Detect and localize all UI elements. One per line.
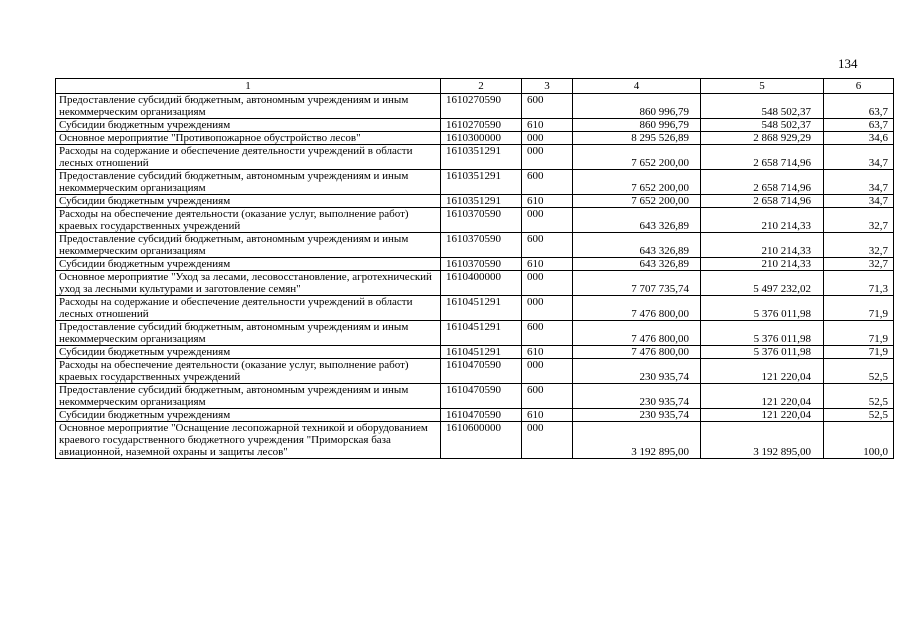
row-plan: 643 326,89: [573, 208, 701, 233]
row-code: 1610300000: [441, 132, 522, 145]
row-name: Субсидии бюджетным учреждениям: [56, 409, 441, 422]
row-plan: 860 996,79: [573, 94, 701, 119]
row-fact: 5 497 232,02: [701, 271, 824, 296]
row-percent: 71,9: [824, 296, 894, 321]
table-row: [56, 384, 894, 409]
row-code: 1610451291: [441, 296, 522, 321]
row-percent: 63,7: [824, 119, 894, 132]
table-row: [56, 258, 894, 271]
row-fact: 548 502,37: [701, 119, 824, 132]
row-fact: 210 214,33: [701, 233, 824, 258]
row-percent: 34,7: [824, 195, 894, 208]
row-fact: 2 658 714,96: [701, 170, 824, 195]
row-type: 610: [522, 346, 573, 359]
row-type: 600: [522, 321, 573, 346]
row-name: Основное мероприятие "Оснащение лесопожарной техникой и оборудованием краевого государственного бюджетного учреждения "Приморская база авиационной, наземной охраны и защиты лесов": [56, 422, 441, 459]
row-type: 600: [522, 170, 573, 195]
row-type: 600: [522, 384, 573, 409]
row-type: 600: [522, 94, 573, 119]
row-plan: 643 326,89: [573, 258, 701, 271]
row-fact: 210 214,33: [701, 208, 824, 233]
row-type: 000: [522, 359, 573, 384]
row-name: Субсидии бюджетным учреждениям: [56, 119, 441, 132]
row-fact: 5 376 011,98: [701, 296, 824, 321]
row-fact: 5 376 011,98: [701, 321, 824, 346]
row-name: Субсидии бюджетным учреждениям: [56, 346, 441, 359]
row-plan: 7 476 800,00: [573, 321, 701, 346]
row-type: 000: [522, 132, 573, 145]
column-header-6: 6: [824, 79, 894, 94]
row-fact: 121 220,04: [701, 409, 824, 422]
row-percent: 52,5: [824, 384, 894, 409]
row-name: Основное мероприятие "Противопожарное обустройство лесов": [56, 132, 441, 145]
row-percent: 100,0: [824, 422, 894, 459]
row-code: 1610351291: [441, 170, 522, 195]
row-percent: 52,5: [824, 409, 894, 422]
row-code: 1610400000: [441, 271, 522, 296]
row-code: 1610351291: [441, 195, 522, 208]
column-header-5: 5: [701, 79, 824, 94]
table-row: [56, 409, 894, 422]
table-row: [56, 422, 894, 459]
row-type: 610: [522, 119, 573, 132]
row-name: Предоставление субсидий бюджетным, автономным учреждениям и иным некоммерческим организациям: [56, 94, 441, 119]
row-name: Предоставление субсидий бюджетным, автономным учреждениям и иным некоммерческим организациям: [56, 170, 441, 195]
row-type: 610: [522, 258, 573, 271]
row-plan: 230 935,74: [573, 409, 701, 422]
table-row: [56, 321, 894, 346]
row-percent: 71,9: [824, 346, 894, 359]
row-fact: 5 376 011,98: [701, 346, 824, 359]
row-plan: 643 326,89: [573, 233, 701, 258]
row-name: Субсидии бюджетным учреждениям: [56, 195, 441, 208]
table-row: [56, 208, 894, 233]
row-type: 000: [522, 208, 573, 233]
column-header-2: 2: [441, 79, 522, 94]
row-percent: 71,3: [824, 271, 894, 296]
row-fact: 2 658 714,96: [701, 195, 824, 208]
row-plan: 7 476 800,00: [573, 346, 701, 359]
table-row: [56, 119, 894, 132]
table-row: [56, 145, 894, 170]
row-fact: 210 214,33: [701, 258, 824, 271]
row-name: Субсидии бюджетным учреждениям: [56, 258, 441, 271]
column-header-4: 4: [573, 79, 701, 94]
row-fact: 2 658 714,96: [701, 145, 824, 170]
table-header-row: [56, 79, 894, 94]
row-fact: 3 192 895,00: [701, 422, 824, 459]
row-percent: 32,7: [824, 258, 894, 271]
row-code: 1610370590: [441, 258, 522, 271]
table-row: [56, 170, 894, 195]
table-row: [56, 271, 894, 296]
table-row: [56, 132, 894, 145]
table-row: [56, 195, 894, 208]
row-name: Предоставление субсидий бюджетным, автономным учреждениям и иным некоммерческим организациям: [56, 384, 441, 409]
row-code: 1610600000: [441, 422, 522, 459]
table-row: [56, 359, 894, 384]
row-type: 000: [522, 296, 573, 321]
row-type: 000: [522, 271, 573, 296]
column-header-1: 1: [56, 79, 441, 94]
row-name: Основное мероприятие "Уход за лесами, лесовосстановление, агротехнический уход за лесными культурами и заготовление семян": [56, 271, 441, 296]
row-plan: 7 652 200,00: [573, 195, 701, 208]
row-plan: 7 652 200,00: [573, 145, 701, 170]
row-plan: 7 476 800,00: [573, 296, 701, 321]
row-code: 1610370590: [441, 208, 522, 233]
row-type: 600: [522, 233, 573, 258]
table-row: [56, 346, 894, 359]
row-plan: 7 652 200,00: [573, 170, 701, 195]
row-code: 1610270590: [441, 119, 522, 132]
row-name: Предоставление субсидий бюджетным, автономным учреждениям и иным некоммерческим организациям: [56, 233, 441, 258]
row-fact: 121 220,04: [701, 359, 824, 384]
row-code: 1610451291: [441, 346, 522, 359]
row-plan: 8 295 526,89: [573, 132, 701, 145]
row-name: Расходы на содержание и обеспечение деятельности учреждений в области лесных отношений: [56, 145, 441, 170]
row-plan: 230 935,74: [573, 359, 701, 384]
row-code: 1610370590: [441, 233, 522, 258]
row-type: 610: [522, 195, 573, 208]
page-number: 134: [838, 56, 858, 71]
row-code: 1610451291: [441, 321, 522, 346]
row-code: 1610351291: [441, 145, 522, 170]
row-plan: 860 996,79: [573, 119, 701, 132]
row-fact: 548 502,37: [701, 94, 824, 119]
row-fact: 2 868 929,29: [701, 132, 824, 145]
row-name: Расходы на обеспечение деятельности (оказание услуг, выполнение работ) краевых государственных учреждений: [56, 359, 441, 384]
row-percent: 34,7: [824, 170, 894, 195]
row-code: 1610470590: [441, 384, 522, 409]
row-type: 610: [522, 409, 573, 422]
row-percent: 71,9: [824, 321, 894, 346]
row-percent: 32,7: [824, 208, 894, 233]
row-name: Расходы на содержание и обеспечение деятельности учреждений в области лесных отношений: [56, 296, 441, 321]
table-row: [56, 296, 894, 321]
row-name: Расходы на обеспечение деятельности (оказание услуг, выполнение работ) краевых государственных учреждений: [56, 208, 441, 233]
row-code: 1610470590: [441, 409, 522, 422]
table-row: [56, 233, 894, 258]
row-percent: 52,5: [824, 359, 894, 384]
row-name: Предоставление субсидий бюджетным, автономным учреждениям и иным некоммерческим организациям: [56, 321, 441, 346]
row-percent: 34,7: [824, 145, 894, 170]
row-plan: 3 192 895,00: [573, 422, 701, 459]
row-type: 000: [522, 145, 573, 170]
table-row: [56, 94, 894, 119]
row-percent: 63,7: [824, 94, 894, 119]
row-percent: 32,7: [824, 233, 894, 258]
row-plan: 7 707 735,74: [573, 271, 701, 296]
row-fact: 121 220,04: [701, 384, 824, 409]
column-header-3: 3: [522, 79, 573, 94]
row-type: 000: [522, 422, 573, 459]
row-percent: 34,6: [824, 132, 894, 145]
row-plan: 230 935,74: [573, 384, 701, 409]
row-code: 1610470590: [441, 359, 522, 384]
budget-table: [55, 78, 894, 459]
row-code: 1610270590: [441, 94, 522, 119]
